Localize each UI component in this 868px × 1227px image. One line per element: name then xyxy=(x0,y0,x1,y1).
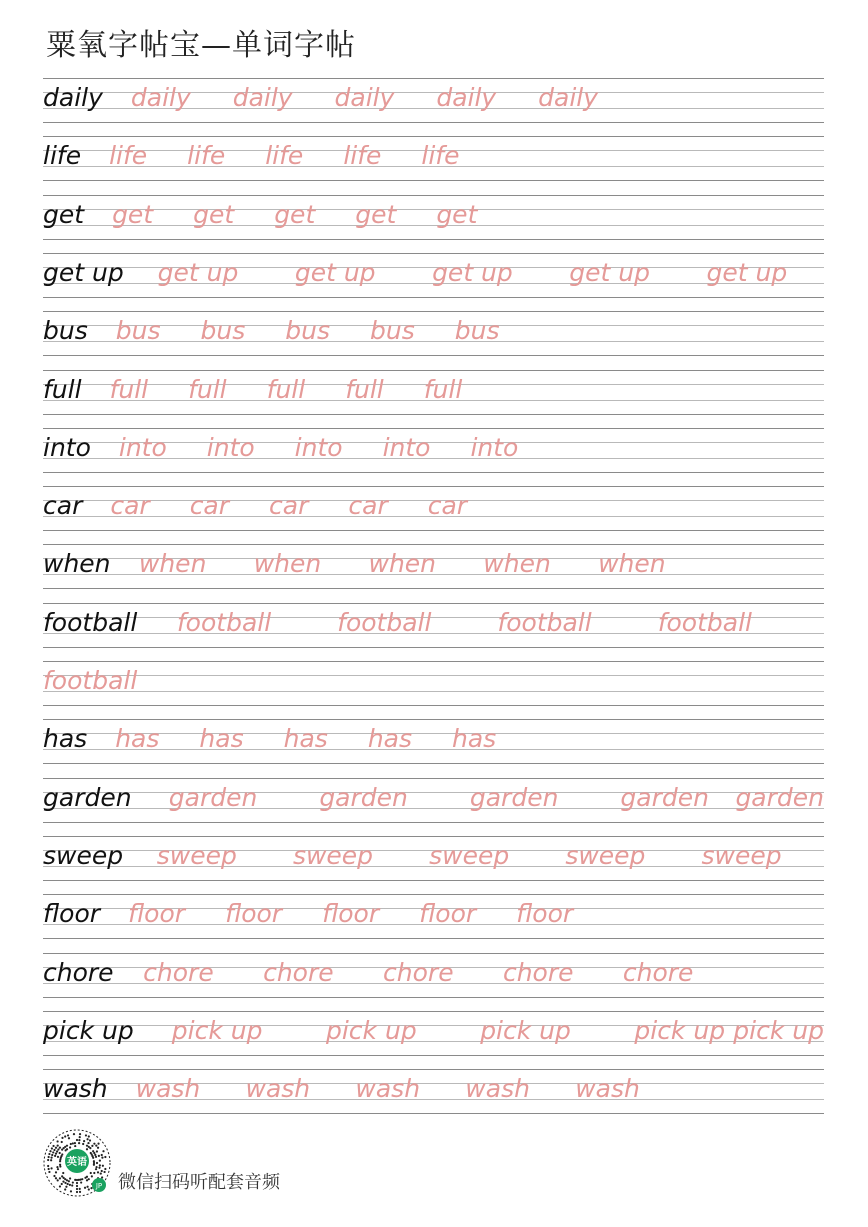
trace-word: sweep xyxy=(429,840,510,870)
practice-row xyxy=(43,894,824,940)
trace-word: bus xyxy=(200,316,246,346)
trace-word: full xyxy=(423,374,463,404)
trace-word: full xyxy=(188,374,227,404)
trace-word: has xyxy=(452,724,497,754)
trace-word: get up xyxy=(294,257,376,287)
guide-line xyxy=(43,297,824,298)
trace-word: get up xyxy=(569,257,650,287)
trace-word: car xyxy=(269,491,309,521)
footer xyxy=(42,1128,342,1198)
trace-word: has xyxy=(367,724,413,754)
trace-word: chore xyxy=(502,957,574,987)
guide-line xyxy=(43,894,824,895)
trace-word: daily xyxy=(232,83,293,112)
trace-word: floor xyxy=(128,899,186,929)
model-word: chore xyxy=(43,957,114,987)
trace-word: when xyxy=(368,549,437,579)
trace-word: daily xyxy=(334,83,395,112)
guide-line xyxy=(43,705,824,706)
model-word: get up xyxy=(43,257,124,287)
practice-row xyxy=(43,661,824,707)
trace-word: car xyxy=(110,491,150,521)
trace-word: full xyxy=(109,374,149,404)
model-word: pick up xyxy=(43,1015,134,1045)
guide-line xyxy=(43,691,824,692)
model-word: full xyxy=(43,374,82,404)
trace-word: pick up xyxy=(733,1015,824,1045)
model-word: when xyxy=(43,549,111,579)
trace-word: chore xyxy=(263,957,334,987)
guide-line xyxy=(43,486,824,487)
guide-line xyxy=(43,733,824,734)
trace-word: when xyxy=(138,549,207,579)
trace-word: sweep xyxy=(156,840,237,870)
trace-word: get up xyxy=(706,257,788,287)
guide-line xyxy=(43,225,824,226)
model-word: car xyxy=(43,491,83,521)
model-word: has xyxy=(43,724,88,754)
trace-word: pick up xyxy=(171,1015,263,1045)
trace-word: has xyxy=(283,724,328,754)
trace-word: into xyxy=(118,432,167,462)
trace-word: life xyxy=(343,141,382,171)
trace-word: garden xyxy=(735,782,824,812)
trace-word: car xyxy=(427,491,468,521)
guide-line xyxy=(43,763,824,764)
qr-code-icon[interactable] xyxy=(42,1128,112,1198)
trace-word: daily xyxy=(436,83,497,112)
trace-word: car xyxy=(189,491,230,521)
trace-word: get xyxy=(436,199,478,229)
guide-line xyxy=(43,180,824,181)
guide-line xyxy=(43,836,824,837)
trace-word: get xyxy=(274,199,316,229)
practice-row xyxy=(43,195,824,241)
guide-line xyxy=(43,603,824,604)
model-word: bus xyxy=(43,316,88,346)
guide-line xyxy=(43,355,824,356)
trace-word: life xyxy=(265,141,304,171)
practice-row xyxy=(43,603,824,649)
trace-word: garden xyxy=(168,782,258,812)
guide-line xyxy=(43,661,824,662)
guide-line xyxy=(43,239,824,240)
trace-word: chore xyxy=(622,957,694,987)
trace-word: get up xyxy=(432,257,513,287)
guide-line xyxy=(43,997,824,998)
guide-line xyxy=(43,675,824,676)
trace-word: sweep xyxy=(701,840,782,870)
trace-word: bus xyxy=(370,316,415,346)
trace-word: has xyxy=(115,724,160,754)
guide-line xyxy=(43,1069,824,1070)
trace-word: when xyxy=(483,549,551,579)
guide-line xyxy=(43,1113,824,1114)
practice-row xyxy=(43,953,824,999)
trace-word: get up xyxy=(157,257,239,287)
trace-word: wash xyxy=(245,1074,311,1104)
trace-word: get xyxy=(112,199,154,229)
trace-word: get xyxy=(193,199,235,229)
model-word: garden xyxy=(43,782,132,812)
guide-line xyxy=(43,195,824,196)
model-word: football xyxy=(43,607,138,637)
guide-line xyxy=(43,778,824,779)
trace-word: life xyxy=(187,141,226,171)
trace-word: wash xyxy=(355,1074,421,1104)
guide-line xyxy=(43,253,824,254)
guide-line xyxy=(43,472,824,473)
trace-word: full xyxy=(266,374,306,404)
trace-word: floor xyxy=(516,899,574,929)
trace-word: football xyxy=(497,607,592,637)
guide-line xyxy=(43,749,824,750)
practice-row xyxy=(43,136,824,182)
qr-corner-text: JP xyxy=(95,1182,103,1190)
guide-line xyxy=(43,209,824,210)
trace-word: pick up xyxy=(325,1015,417,1045)
guide-line xyxy=(43,647,824,648)
guide-line xyxy=(43,414,824,415)
trace-word: pick up xyxy=(480,1015,571,1045)
guide-line xyxy=(43,588,824,589)
guide-line xyxy=(43,122,824,123)
model-word: into xyxy=(43,432,91,462)
guide-line xyxy=(43,953,824,954)
model-word: daily xyxy=(43,83,103,112)
trace-word: wash xyxy=(135,1074,201,1104)
practice-row xyxy=(43,486,824,532)
practice-row xyxy=(43,544,824,590)
trace-word: football xyxy=(43,666,138,695)
guide-line xyxy=(43,428,824,429)
page-title: 粟氧字帖宝—单词字帖 xyxy=(46,28,356,63)
model-word: life xyxy=(43,141,82,171)
model-word: wash xyxy=(43,1074,108,1104)
trace-word: wash xyxy=(575,1074,640,1104)
qr-caption: 微信扫码听配套音频 xyxy=(118,1172,280,1193)
trace-word: daily xyxy=(130,83,191,112)
trace-word: garden xyxy=(469,782,559,812)
practice-row xyxy=(43,778,824,824)
trace-word: car xyxy=(348,491,388,521)
model-word: sweep xyxy=(43,840,124,870)
guide-line xyxy=(43,880,824,881)
trace-word: floor xyxy=(419,899,477,929)
trace-word: football xyxy=(657,607,752,637)
trace-word: sweep xyxy=(565,840,646,870)
practice-row xyxy=(43,370,824,416)
guide-line xyxy=(43,1011,824,1012)
practice-row xyxy=(43,1011,824,1057)
trace-word: bus xyxy=(115,316,161,346)
trace-word: has xyxy=(199,724,244,754)
trace-word: bus xyxy=(454,316,500,346)
trace-word: get xyxy=(355,199,397,229)
practice-row xyxy=(43,311,824,357)
practice-row xyxy=(43,1069,824,1115)
guide-line xyxy=(43,719,824,720)
guide-line xyxy=(43,822,824,823)
guide-line xyxy=(43,530,824,531)
trace-word: full xyxy=(345,374,384,404)
trace-word: when xyxy=(598,549,666,579)
model-word: get xyxy=(43,199,85,229)
trace-word: football xyxy=(176,607,272,637)
trace-word: into xyxy=(294,432,343,462)
trace-word: pick up xyxy=(634,1015,726,1045)
practice-row xyxy=(43,719,824,765)
guide-line xyxy=(43,544,824,545)
guide-line xyxy=(43,370,824,371)
trace-word: into xyxy=(206,432,255,462)
trace-word: floor xyxy=(322,899,380,929)
guide-line xyxy=(43,136,824,137)
guide-line xyxy=(43,1055,824,1056)
practice-row xyxy=(43,428,824,474)
guide-line xyxy=(43,78,824,79)
trace-word: into xyxy=(382,432,431,462)
trace-word: sweep xyxy=(292,840,374,870)
model-word: floor xyxy=(43,899,101,929)
qr-badge-text: 英语 xyxy=(67,1157,87,1168)
guide-line xyxy=(43,938,824,939)
trace-word: daily xyxy=(538,83,599,112)
trace-word: when xyxy=(253,549,322,579)
trace-word: wash xyxy=(465,1074,530,1104)
trace-word: garden xyxy=(620,782,709,812)
trace-word: garden xyxy=(319,782,408,812)
practice-row xyxy=(43,78,824,124)
trace-word: floor xyxy=(225,899,283,929)
trace-word: life xyxy=(421,141,460,171)
trace-word: football xyxy=(337,607,432,637)
trace-word: into xyxy=(470,432,519,462)
practice-row xyxy=(43,836,824,882)
trace-word: chore xyxy=(383,957,454,987)
practice-row xyxy=(43,253,824,299)
trace-word: chore xyxy=(143,957,214,987)
guide-line xyxy=(43,311,824,312)
trace-word: bus xyxy=(285,316,330,346)
trace-word: life xyxy=(109,141,148,171)
